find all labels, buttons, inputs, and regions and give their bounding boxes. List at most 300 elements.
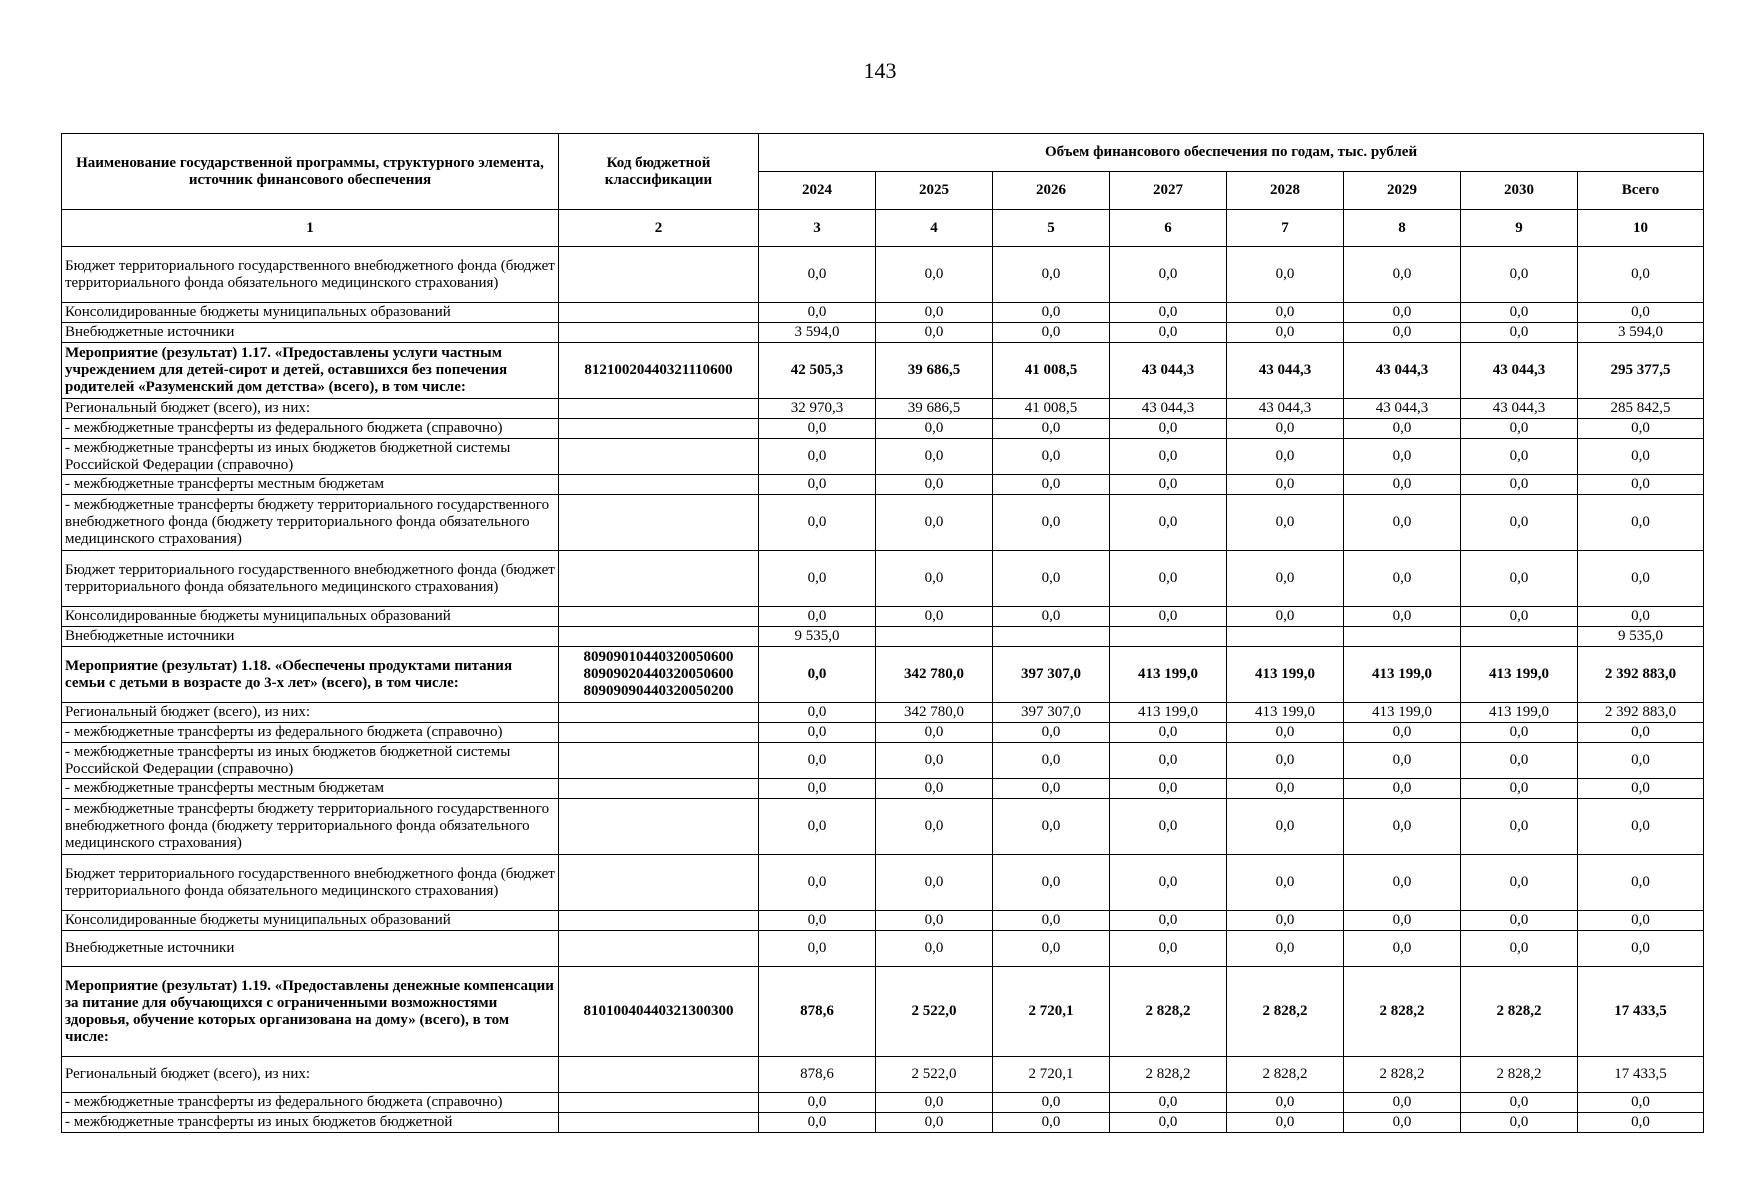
row-total: 3 594,0 [1578,323,1704,343]
row-value: 0,0 [993,779,1110,799]
row-value: 2 828,2 [1461,1057,1578,1093]
row-value: 43 044,3 [1344,399,1461,419]
row-value: 2 828,2 [1344,1057,1461,1093]
row-value: 0,0 [1227,303,1344,323]
row-name: - межбюджетные трансферты из иных бюджетов бюджетной [62,1113,559,1133]
row-value: 0,0 [1227,779,1344,799]
row-code [559,723,759,743]
table-row [62,703,1704,723]
row-value: 878,6 [759,967,876,1057]
header-code: Код бюджетной классификации [559,134,759,210]
row-value: 0,0 [1344,303,1461,323]
row-total: 285 842,5 [1578,399,1704,419]
row-total: 0,0 [1578,1093,1704,1113]
row-value: 0,0 [1344,323,1461,343]
row-name: Внебюджетные источники [62,627,559,647]
row-value: 0,0 [993,439,1110,475]
row-value: 0,0 [1344,419,1461,439]
row-code [559,247,759,303]
row-name: Региональный бюджет (всего), из них: [62,399,559,419]
row-value: 0,0 [1344,475,1461,495]
row-value: 2 828,2 [1227,967,1344,1057]
row-value: 0,0 [876,723,993,743]
row-value: 342 780,0 [876,703,993,723]
row-value: 413 199,0 [1227,703,1344,723]
row-value: 0,0 [759,743,876,779]
header-year: 2028 [1227,172,1344,210]
row-value: 0,0 [1461,911,1578,931]
row-value: 0,0 [1344,779,1461,799]
column-number: 1 [62,210,559,247]
table-row [62,475,1704,495]
row-value: 0,0 [759,647,876,703]
row-value: 0,0 [1110,475,1227,495]
column-number: 2 [559,210,759,247]
row-total: 0,0 [1578,931,1704,967]
table-row [62,627,1704,647]
row-value: 0,0 [1344,495,1461,551]
row-total: 0,0 [1578,247,1704,303]
row-value: 0,0 [993,475,1110,495]
row-value: 39 686,5 [876,399,993,419]
row-value: 2 828,2 [1227,1057,1344,1093]
row-value [876,627,993,647]
header-volume: Объем финансового обеспечения по годам, тыс. рублей [759,134,1704,172]
row-value: 0,0 [1461,931,1578,967]
row-name: - межбюджетные трансферты из федерального бюджета (справочно) [62,419,559,439]
table-row [62,647,1704,703]
row-value: 2 828,2 [1344,967,1461,1057]
row-value: 3 594,0 [759,323,876,343]
row-value: 0,0 [993,247,1110,303]
row-value: 0,0 [759,855,876,911]
row-value: 0,0 [876,551,993,607]
row-value: 0,0 [1110,723,1227,743]
row-value: 41 008,5 [993,343,1110,399]
row-value: 2 828,2 [1461,967,1578,1057]
row-value: 0,0 [993,799,1110,855]
row-value: 0,0 [1344,1113,1461,1133]
row-name: - межбюджетные трансферты из федерального бюджета (справочно) [62,723,559,743]
column-number: 3 [759,210,876,247]
row-value: 0,0 [993,607,1110,627]
row-value: 342 780,0 [876,647,993,703]
row-name: - межбюджетные трансферты из федерального бюджета (справочно) [62,1093,559,1113]
row-code [559,627,759,647]
row-total: 17 433,5 [1578,1057,1704,1093]
table-row [62,419,1704,439]
row-total: 2 392 883,0 [1578,647,1704,703]
table-row [62,931,1704,967]
budget-table [61,133,1704,1133]
row-value: 0,0 [1110,743,1227,779]
table-row [62,743,1704,779]
row-value: 0,0 [1227,247,1344,303]
row-name: - межбюджетные трансферты местным бюджетам [62,475,559,495]
row-value: 0,0 [1110,607,1227,627]
row-value: 413 199,0 [1110,647,1227,703]
row-value: 0,0 [1344,247,1461,303]
row-value: 43 044,3 [1227,343,1344,399]
column-number: 7 [1227,210,1344,247]
row-name: - межбюджетные трансферты из иных бюджетов бюджетной системы Российской Федерации (справочно) [62,439,559,475]
row-code [559,743,759,779]
row-total: 0,0 [1578,439,1704,475]
row-total: 0,0 [1578,419,1704,439]
row-value: 0,0 [1461,303,1578,323]
table-row [62,343,1704,399]
row-total: 9 535,0 [1578,627,1704,647]
table-row [62,247,1704,303]
row-value: 43 044,3 [1344,343,1461,399]
row-value: 0,0 [1227,419,1344,439]
row-value: 0,0 [993,931,1110,967]
row-value [1344,627,1461,647]
row-value: 9 535,0 [759,627,876,647]
budget-code: 80909020440320050600 [583,666,734,682]
row-value: 0,0 [759,723,876,743]
row-value: 0,0 [1344,551,1461,607]
row-value [1227,627,1344,647]
row-value: 0,0 [1461,723,1578,743]
row-value: 0,0 [1227,439,1344,475]
row-total: 0,0 [1578,911,1704,931]
row-code [559,799,759,855]
row-value: 0,0 [1110,1113,1227,1133]
row-value: 0,0 [759,931,876,967]
row-value: 2 720,1 [993,967,1110,1057]
table-row [62,323,1704,343]
row-value: 0,0 [876,743,993,779]
row-value: 0,0 [876,495,993,551]
row-code [559,475,759,495]
row-value: 0,0 [1227,799,1344,855]
row-value: 42 505,3 [759,343,876,399]
row-value: 0,0 [1110,419,1227,439]
row-value: 0,0 [1344,931,1461,967]
row-value: 0,0 [1110,323,1227,343]
row-value: 0,0 [1110,303,1227,323]
table-row [62,967,1704,1057]
row-value: 0,0 [1110,495,1227,551]
row-code [559,1093,759,1113]
row-value [993,627,1110,647]
row-value: 0,0 [993,911,1110,931]
row-value: 0,0 [993,495,1110,551]
row-value: 0,0 [759,495,876,551]
row-name: - межбюджетные трансферты бюджету территориального государственного внебюджетного фонда (бюджету территориального фонда обязательного медицинского страхования) [62,495,559,551]
table-row [62,303,1704,323]
row-value: 878,6 [759,1057,876,1093]
row-name: Бюджет территориального государственного внебюджетного фонда (бюджет территориального фонда обязательного медицинского страхования) [62,247,559,303]
row-code [559,779,759,799]
header-name: Наименование государственной программы, структурного элемента, источник финансового обеспечения [62,134,559,210]
row-value: 0,0 [1344,743,1461,779]
row-value: 0,0 [1227,1113,1344,1133]
row-value: 2 828,2 [1110,967,1227,1057]
budget-code: 81210020440321110600 [584,362,733,378]
row-value: 0,0 [1227,1093,1344,1113]
row-value: 0,0 [759,439,876,475]
row-value: 0,0 [993,303,1110,323]
row-value: 0,0 [1461,799,1578,855]
row-code [559,967,759,1057]
row-name: Внебюджетные источники [62,931,559,967]
row-name: Мероприятие (результат) 1.18. «Обеспечены продуктами питания семьи с детьми в возрасте до 3-х лет» (всего), в том числе: [62,647,559,703]
row-total: 0,0 [1578,607,1704,627]
header-year: 2030 [1461,172,1578,210]
column-number: 10 [1578,210,1704,247]
row-value: 0,0 [1227,475,1344,495]
row-value: 0,0 [1110,439,1227,475]
row-total: 0,0 [1578,855,1704,911]
row-value: 0,0 [876,607,993,627]
row-value: 43 044,3 [1461,343,1578,399]
row-code [559,647,759,703]
row-code [559,855,759,911]
row-total: 0,0 [1578,475,1704,495]
row-name: Консолидированные бюджеты муниципальных образований [62,607,559,627]
row-value: 43 044,3 [1227,399,1344,419]
row-total: 0,0 [1578,799,1704,855]
row-value: 0,0 [993,743,1110,779]
row-name: Консолидированные бюджеты муниципальных образований [62,911,559,931]
row-total: 0,0 [1578,303,1704,323]
row-name: Бюджет территориального государственного внебюджетного фонда (бюджет территориального фонда обязательного медицинского страхования) [62,855,559,911]
row-total: 2 392 883,0 [1578,703,1704,723]
table-row [62,1093,1704,1113]
row-name: Внебюджетные источники [62,323,559,343]
row-value: 0,0 [1110,855,1227,911]
row-value [1110,627,1227,647]
row-value: 0,0 [1461,247,1578,303]
row-value: 0,0 [1344,1093,1461,1113]
row-value: 0,0 [1461,495,1578,551]
row-code [559,607,759,627]
row-code [559,419,759,439]
row-value: 0,0 [759,475,876,495]
header-year: 2029 [1344,172,1461,210]
row-value: 413 199,0 [1461,647,1578,703]
row-value: 0,0 [1110,551,1227,607]
row-value: 0,0 [759,303,876,323]
row-value: 0,0 [993,551,1110,607]
row-value: 0,0 [1344,439,1461,475]
row-value: 0,0 [993,1113,1110,1133]
table-row [62,779,1704,799]
row-total: 295 377,5 [1578,343,1704,399]
row-value: 0,0 [993,855,1110,911]
row-code [559,323,759,343]
row-value: 0,0 [876,931,993,967]
header-year: 2025 [876,172,993,210]
row-value: 0,0 [759,779,876,799]
row-value: 0,0 [1227,911,1344,931]
row-value: 0,0 [876,419,993,439]
row-name: Региональный бюджет (всего), из них: [62,1057,559,1093]
row-code [559,1113,759,1133]
row-value: 0,0 [876,855,993,911]
row-value: 0,0 [759,419,876,439]
row-value: 0,0 [1227,495,1344,551]
row-name: Консолидированные бюджеты муниципальных образований [62,303,559,323]
row-value: 43 044,3 [1461,399,1578,419]
row-value: 0,0 [1227,743,1344,779]
row-value: 41 008,5 [993,399,1110,419]
row-value: 0,0 [759,1093,876,1113]
table-row [62,439,1704,475]
row-value: 2 828,2 [1110,1057,1227,1093]
row-value: 0,0 [1461,551,1578,607]
row-value: 413 199,0 [1227,647,1344,703]
page-number: 143 [863,58,897,83]
budget-code: 80909090440320050200 [583,683,734,699]
row-value: 0,0 [1227,323,1344,343]
column-number: 8 [1344,210,1461,247]
row-value: 0,0 [1461,323,1578,343]
row-code [559,343,759,399]
row-value: 0,0 [1344,723,1461,743]
row-value: 2 522,0 [876,967,993,1057]
row-total: 0,0 [1578,723,1704,743]
row-value: 0,0 [1461,475,1578,495]
row-value: 0,0 [1227,723,1344,743]
row-value: 0,0 [1461,1113,1578,1133]
row-code [559,303,759,323]
row-value: 0,0 [876,1113,993,1133]
row-value: 0,0 [876,439,993,475]
column-number: 6 [1110,210,1227,247]
row-value: 0,0 [876,911,993,931]
row-value: 413 199,0 [1344,703,1461,723]
row-value: 0,0 [759,607,876,627]
row-value: 0,0 [1344,911,1461,931]
row-code [559,911,759,931]
table-row [62,1113,1704,1133]
row-total: 0,0 [1578,743,1704,779]
row-code [559,1057,759,1093]
row-value: 0,0 [1110,799,1227,855]
row-value: 0,0 [1110,1093,1227,1113]
row-value: 0,0 [1227,931,1344,967]
row-value: 0,0 [759,247,876,303]
row-name: Мероприятие (результат) 1.17. «Предоставлены услуги частным учреждением для детей-сирот и детей, оставшихся без попечения родителей «Разуменский дом детства» (всего), в том числе: [62,343,559,399]
row-total: 0,0 [1578,1113,1704,1133]
row-value: 0,0 [876,323,993,343]
row-value: 0,0 [1461,855,1578,911]
row-code [559,931,759,967]
row-value: 0,0 [876,799,993,855]
row-value: 43 044,3 [1110,399,1227,419]
table-body [62,247,1704,1133]
row-code [559,399,759,419]
row-value [1461,627,1578,647]
row-value: 397 307,0 [993,703,1110,723]
row-value: 0,0 [1344,799,1461,855]
row-value: 413 199,0 [1110,703,1227,723]
table-row [62,551,1704,607]
header-year: 2026 [993,172,1110,210]
row-value: 413 199,0 [1344,647,1461,703]
row-value: 0,0 [759,551,876,607]
row-value: 2 522,0 [876,1057,993,1093]
row-value: 413 199,0 [1461,703,1578,723]
row-value: 0,0 [1110,247,1227,303]
row-name: Региональный бюджет (всего), из них: [62,703,559,723]
row-value: 32 970,3 [759,399,876,419]
row-name: - межбюджетные трансферты из иных бюджетов бюджетной системы Российской Федерации (справочно) [62,743,559,779]
table-row [62,723,1704,743]
row-value: 0,0 [1344,607,1461,627]
row-value: 0,0 [1344,855,1461,911]
row-value: 0,0 [1227,855,1344,911]
row-value: 0,0 [1461,779,1578,799]
table-row [62,1057,1704,1093]
row-code [559,495,759,551]
row-name: Мероприятие (результат) 1.19. «Предоставлены денежные компенсации за питание для обучающихся с ограниченными возможностями здоровья, обучение которых организована на дому» (всего), в том числе: [62,967,559,1057]
row-value: 397 307,0 [993,647,1110,703]
row-code [559,703,759,723]
row-value: 0,0 [1461,743,1578,779]
row-value: 43 044,3 [1110,343,1227,399]
row-value: 0,0 [1227,551,1344,607]
header-total: Всего [1578,172,1704,210]
table-row [62,855,1704,911]
row-value: 0,0 [876,779,993,799]
row-value: 0,0 [876,475,993,495]
row-value: 0,0 [759,911,876,931]
header-year: 2024 [759,172,876,210]
row-value: 0,0 [1110,911,1227,931]
row-name: - межбюджетные трансферты местным бюджетам [62,779,559,799]
row-value: 0,0 [876,303,993,323]
row-value: 0,0 [1110,779,1227,799]
row-value: 0,0 [759,1113,876,1133]
row-value: 0,0 [1227,607,1344,627]
row-value: 0,0 [1461,439,1578,475]
row-value: 0,0 [876,1093,993,1113]
row-total: 17 433,5 [1578,967,1704,1057]
row-code [559,551,759,607]
column-number: 4 [876,210,993,247]
row-value: 0,0 [1461,419,1578,439]
row-value: 0,0 [1110,931,1227,967]
row-value: 0,0 [876,247,993,303]
table-row [62,607,1704,627]
row-value: 0,0 [759,799,876,855]
table-row [62,495,1704,551]
budget-code: 80909010440320050600 [583,649,734,665]
row-value: 0,0 [1461,1093,1578,1113]
row-value: 0,0 [993,419,1110,439]
row-value: 0,0 [1461,607,1578,627]
row-total: 0,0 [1578,551,1704,607]
row-total: 0,0 [1578,495,1704,551]
table-row [62,399,1704,419]
header-year: 2027 [1110,172,1227,210]
row-value: 0,0 [759,703,876,723]
row-code [559,439,759,475]
row-value: 2 720,1 [993,1057,1110,1093]
row-total: 0,0 [1578,779,1704,799]
row-value: 0,0 [993,1093,1110,1113]
row-value: 39 686,5 [876,343,993,399]
row-value: 0,0 [993,323,1110,343]
row-value: 0,0 [993,723,1110,743]
column-number: 9 [1461,210,1578,247]
row-name: - межбюджетные трансферты бюджету территориального государственного внебюджетного фонда (бюджету территориального фонда обязательного медицинского страхования) [62,799,559,855]
row-name: Бюджет территориального государственного внебюджетного фонда (бюджет территориального фонда обязательного медицинского страхования) [62,551,559,607]
